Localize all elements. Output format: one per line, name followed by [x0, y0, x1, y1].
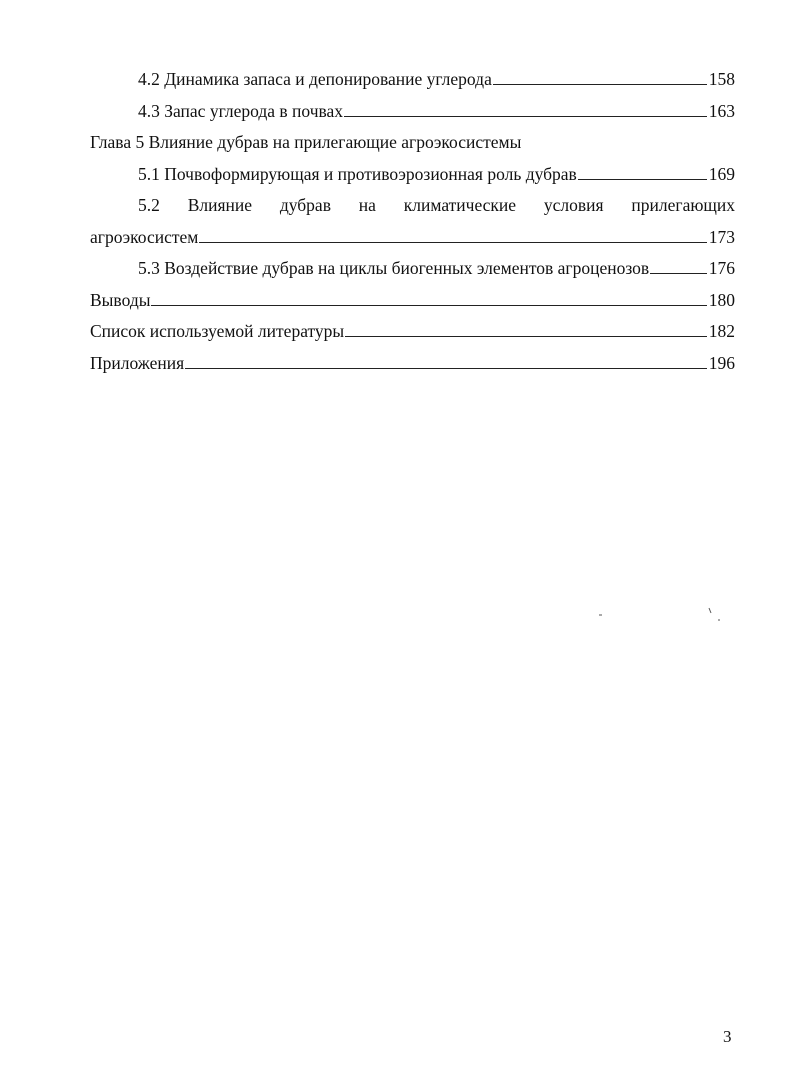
dot-leader — [199, 241, 706, 243]
dot-leader — [185, 367, 707, 369]
toc-entry-title: 5.3 Воздействие дубрав на циклы биогенных элементов агроценозов — [138, 258, 650, 278]
toc-word: прилегающих — [631, 195, 735, 215]
toc-word: Влияние — [187, 195, 253, 215]
toc-entry-conclusions — [90, 285, 735, 317]
toc-entry-5-3 — [90, 253, 735, 285]
toc-entry-page: 180 — [708, 289, 735, 310]
speck — [709, 608, 711, 613]
dot-leader — [650, 272, 707, 274]
dot-leader — [151, 304, 706, 306]
dot-leader — [345, 335, 707, 337]
toc-entry-4-3 — [90, 96, 735, 128]
toc-entry-page: 173 — [708, 226, 735, 247]
toc-entry-4-2 — [90, 64, 735, 96]
toc-entry-page: 169 — [708, 163, 735, 184]
toc-entry-title: 5.1 Почвоформирующая и противоэрозионная роль дубрав — [138, 163, 577, 184]
page-number: 3 — [723, 1027, 732, 1046]
toc-chapter-title: Глава 5 Влияние дубрав на прилегающие агроэкосистемы — [90, 132, 522, 152]
toc-entry-5-2-line1 — [90, 190, 735, 222]
toc-entry-title: Список используемой литературы — [90, 321, 345, 341]
toc-entry-title: агроэкосистем — [90, 226, 199, 247]
toc-entry-5-2-line2 — [90, 222, 735, 254]
toc-entry-page: 176 — [708, 258, 735, 278]
toc-entry-title: 4.2 Динамика запаса и депонирование углерода — [138, 69, 492, 89]
toc-entry-title: 4.3 Запас углерода в почвах — [138, 100, 344, 121]
toc-entry-references — [90, 316, 735, 348]
table-of-contents — [90, 64, 735, 379]
toc-entry-page: 182 — [708, 321, 735, 341]
toc-word: на — [358, 195, 376, 215]
toc-word: климатические — [403, 195, 517, 215]
toc-entry-page: 158 — [708, 69, 735, 89]
toc-entry-page: 196 — [708, 352, 735, 373]
dot-leader — [578, 178, 707, 180]
toc-entry-appendices — [90, 348, 735, 380]
dot-leader — [493, 83, 707, 85]
toc-word: условия — [543, 195, 604, 215]
toc-entry-title: Приложения — [90, 352, 185, 373]
toc-entry-title: Выводы — [90, 289, 151, 310]
toc-entry-page: 163 — [708, 100, 735, 121]
toc-chapter-5 — [90, 127, 735, 159]
toc-entry-5-1 — [90, 159, 735, 191]
dot-leader — [344, 115, 707, 117]
toc-word: дубрав — [279, 195, 331, 215]
toc-word: 5.2 — [138, 195, 160, 215]
